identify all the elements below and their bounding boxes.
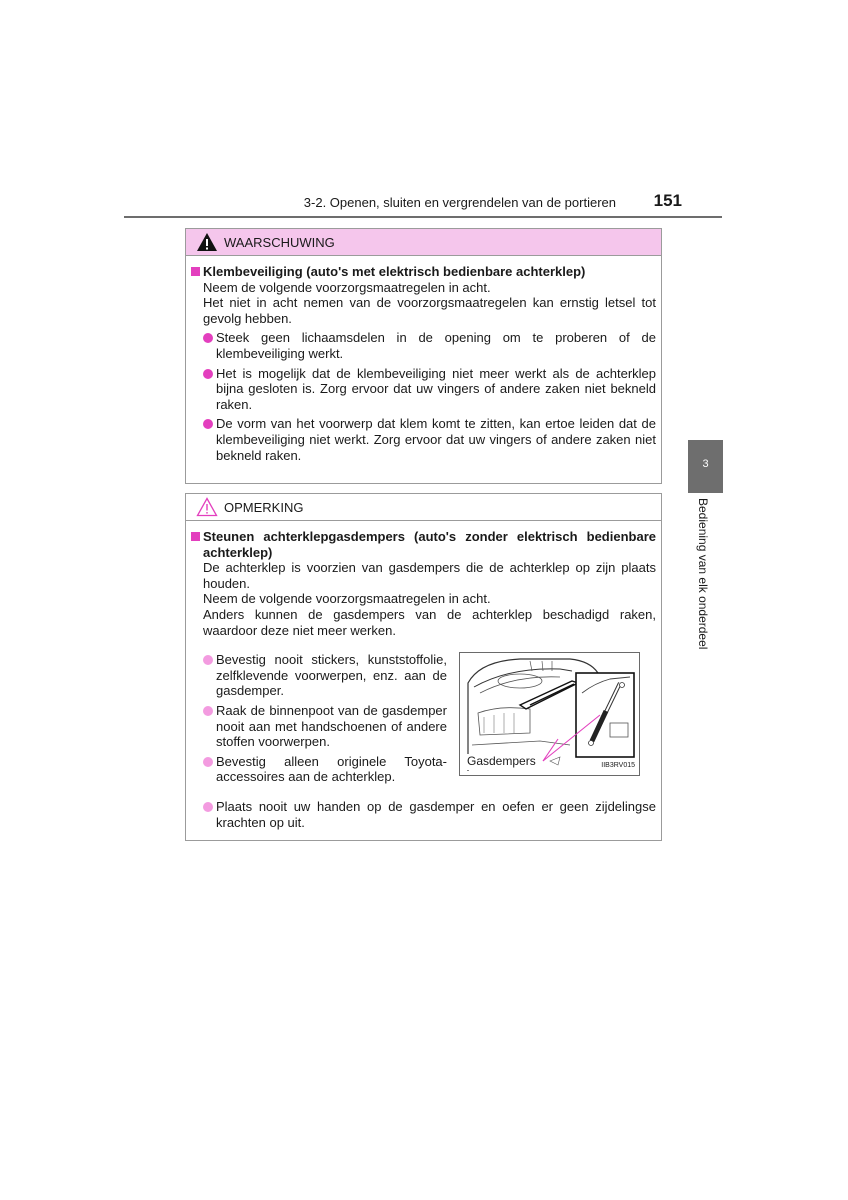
warning-box — [185, 228, 662, 484]
warning-heading-text: Klembeveiliging (auto's met elektrisch bedienbare achterklep) — [203, 264, 586, 279]
page-number: 151 — [653, 191, 682, 210]
note-heading-text: Steunen achterklepgasdempers (auto's zonder elektrisch bedienbare achterklep) — [203, 529, 656, 560]
square-bullet-icon — [191, 532, 200, 541]
list-item-text: Bevestig alleen originele Toyota-accessoires aan de achterklep. — [216, 753, 447, 785]
warning-title: WAARSCHUWING — [224, 234, 335, 250]
list-item — [191, 366, 656, 413]
figure-label: Gasdempers — [467, 754, 536, 769]
chapter-number: 3 — [702, 458, 709, 470]
note-intro-2: Neem de volgende voorzorgsmaatregelen in acht. — [203, 591, 491, 607]
bullet-dot-icon — [203, 333, 213, 343]
warning-intro-1: Neem de volgende voorzorgsmaatregelen in acht. — [203, 279, 491, 295]
list-item — [191, 416, 656, 463]
square-bullet-icon — [191, 267, 200, 276]
note-heading — [191, 529, 656, 560]
list-item — [191, 330, 656, 361]
bullet-dot-icon — [203, 757, 213, 767]
list-item — [191, 754, 447, 785]
list-item — [191, 652, 447, 699]
page-header — [124, 190, 722, 218]
warning-intro-2: Het niet in acht nemen van de voorzorgsmaatregelen kan ernstig letsel tot gevolg hebben. — [203, 295, 656, 326]
gas-damper-illustration — [459, 652, 640, 776]
note-box — [185, 493, 662, 841]
warning-heading — [191, 264, 656, 280]
section-title: 3-2. Openen, sluiten en vergrendelen van de portieren — [303, 195, 616, 210]
bullet-dot-icon — [203, 655, 213, 665]
list-item — [191, 703, 447, 750]
list-item-text: Het is mogelijk dat de klembeveiliging niet meer werkt als de achterklep bijna gesloten is. Zorg ervoor dat uw vingers of andere zaken niet bekneld raken. — [216, 365, 656, 412]
note-header — [186, 494, 661, 521]
list-item-text: Raak de binnenpoot van de gasdemper nooit aan met handschoenen of andere stoffen voorwerpen. — [216, 702, 447, 750]
list-item-text: De vorm van het voorwerp dat klem komt te zitten, kan ertoe leiden dat de klembeveiliging niet werkt. Zorg ervoor dat uw vingers of andere zaken niet bekneld raken. — [216, 416, 656, 463]
chapter-tab — [688, 440, 723, 493]
bullet-dot-icon — [203, 419, 213, 429]
bullet-dot-icon — [203, 706, 213, 716]
chapter-label: Bediening van elk onderdeel — [696, 498, 710, 650]
note-intro-1: De achterklep is voorzien van gasdempers die de achterklep op zijn plaats houden. — [203, 560, 656, 591]
list-item-text: Plaats nooit uw handen op de gasdemper en oefen er geen zijdelingse krachten op uit. — [216, 798, 656, 830]
list-item-text: Bevestig nooit stickers, kunststoffolie, zelfklevende voorwerpen, enz. aan de gasdemper. — [216, 652, 447, 699]
warning-header — [186, 229, 661, 256]
bullet-dot-icon — [203, 369, 213, 379]
caution-triangle-icon — [196, 497, 218, 517]
figure-code: IIB3RV015 — [601, 761, 635, 769]
list-item-text: Steek geen lichaamsdelen in de opening om te proberen of de klembeveiliging werkt. — [216, 330, 656, 361]
bullet-dot-icon — [203, 802, 213, 812]
note-title: OPMERKING — [224, 499, 304, 515]
list-item — [191, 799, 656, 830]
warning-triangle-icon — [196, 232, 218, 252]
note-intro-3: Anders kunnen de gasdempers van de achterklep beschadigd raken, waardoor deze niet meer werken. — [203, 606, 656, 638]
